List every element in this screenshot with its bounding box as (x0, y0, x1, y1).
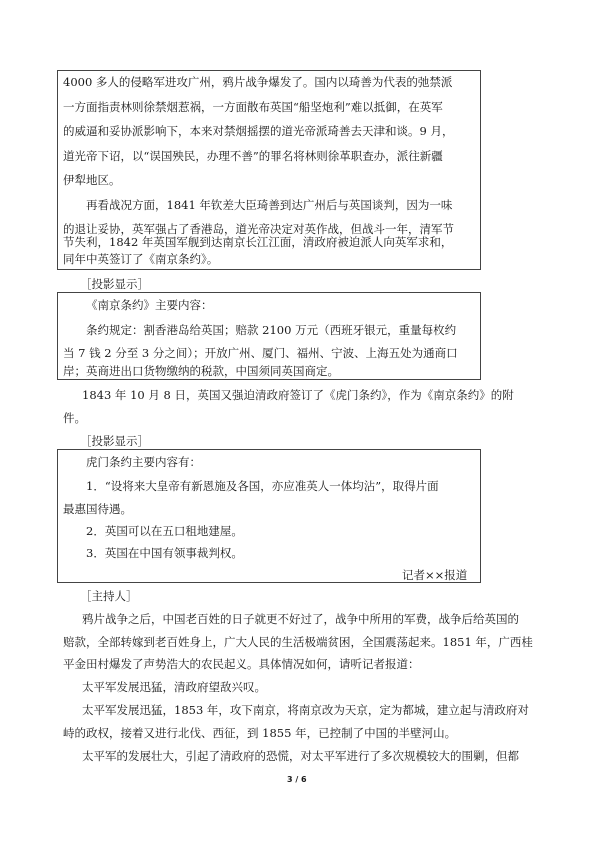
body-line: 平金田村爆发了声势浩大的农民起义。具体情况如何，请听记者报道： (63, 657, 420, 671)
body-line: 太平军发展迅猛，1853 年，攻下南京，将南京改为天京，定为都城，建立起与清政府对 (82, 703, 529, 717)
treaty-humen-box (57, 449, 481, 583)
projection-label: ［投影显示］ (80, 277, 149, 291)
body-line: 太平军的发展壮大，引起了清政府的恐慌，对太平军进行了多次规模较大的围剿，但都 (82, 749, 519, 763)
box1-line: 再看战况方面，1841 年钦差大臣琦善到达广州后与英国谈判，因为一味 (86, 198, 453, 212)
box2-line: 当 7 钱 2 分至 3 分之间）；开放广州、厦门、福州、宁波、上海五处为通商口 (63, 346, 458, 360)
box1-line: 节失利，1842 年英国军舰到达南京长江江面，清政府被迫派人向英军求和， (63, 235, 453, 249)
box3-line: 2．英国可以在五口租地建屋。 (86, 524, 243, 538)
body-line: 太平军发展迅猛，清政府望敌兴叹。 (82, 680, 266, 694)
humen-paragraph-line: 件。 (63, 411, 86, 425)
reporter-signature: 记者××报道 (402, 568, 468, 582)
box2-line: 条约规定：割香港岛给英国；赔款 2100 万元（西班牙银元，重量每枚约 (86, 323, 457, 337)
projection-label: ［投影显示］ (80, 434, 149, 448)
body-line: 赔款，全部转嫁到老百姓身上，广大人民的生活极端贫困，全国震荡起来。1851 年，广西桂 (63, 635, 533, 649)
box2-line: 《南京条约》主要内容： (86, 298, 213, 312)
body-line: 鸦片战争之后，中国老百姓的日子就更不好过了，战争中所用的军费，战争后给英国的 (82, 612, 519, 626)
box3-line: 3．英国在中国有领事裁判权。 (86, 546, 243, 560)
page-number: 3 / 6 (287, 775, 307, 784)
host-label: ［主持人］ (80, 589, 138, 603)
body-line: 峙的政权，接着又进行北伐、西征，到 1855 年，已控制了中国的半壁河山。 (63, 726, 457, 740)
box3-line: 虎门条约主要内容有： (86, 455, 201, 469)
box2-line: 岸；英商进出口货物缴纳的税款，中国须同英国商定。 (63, 364, 339, 378)
box1-line: 的退让妥协，英军强占了香港岛，道光帝决定对英作战，但战斗一年，清军节 (63, 222, 454, 236)
box1-line: 伊犁地区。 (63, 173, 121, 187)
box1-line: 道光帝下诏，以“误国殃民，办理不善”的罪名将林则徐革职查办，派往新疆 (63, 149, 443, 163)
box1-line: 的威逼和妥协派影响下，本来对禁烟摇摆的道光帝派琦善去天津和谈。9 月， (63, 124, 454, 138)
box3-line: 最惠国待遇。 (63, 502, 132, 516)
box1-line: 4000 多人的侵略军进攻广州，鸦片战争爆发了。国内以琦善为代表的弛禁派 (63, 75, 453, 89)
box1-line: 一方面指责林则徐禁烟惹祸，一方面散布英国“船坚炮利”难以抵御，在英军 (63, 100, 443, 114)
humen-paragraph-line: 1843 年 10 月 8 日，英国又强迫清政府签订了《虎门条约》，作为《南京条约》的附 (82, 388, 514, 402)
box3-line: 1．“设将来大皇帝有新恩施及各国，亦应准英人一体均沾”，取得片面 (86, 479, 439, 493)
box1-line: 同年中英签订了《南京条约》。 (63, 252, 219, 266)
